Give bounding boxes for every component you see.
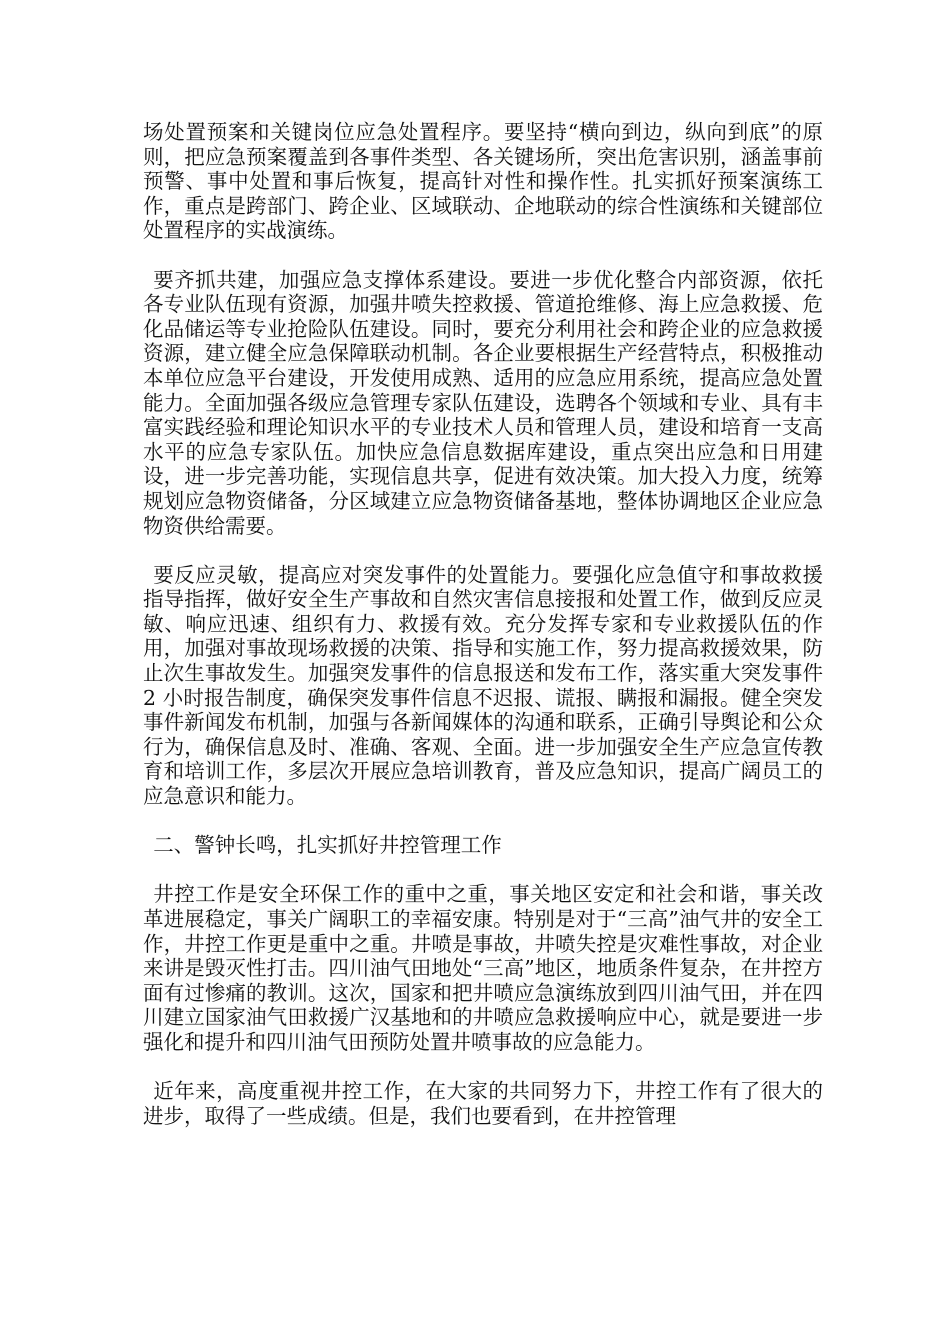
section-heading-well-control: 二、警钟长鸣，扎实抓好井控管理工作 [153,833,502,858]
paragraph-well-control-importance: 井控工作是安全环保工作的重中之重，事关地区安定和社会和谐，事关改革进展稳定，事关广阔职工的幸福安康。特别是对于“三高”油气井的安全工作，井控工作更是重中之重。井喷是事故，井喷失控是灾难性事故，对企业来讲是毁灭性打击。四川油气田地处“三高”地区，地质条件复杂，在井控方面有过惨痛的教训。这次，国家和把井喷应急演练放到四川油气田，并在四川建立国家油气田救援广汉基地和的井喷应急救援响应中心，就是要进一步强化和提升和四川油气田预防处置井喷事故的应急能力。 [143,882,823,1054]
paragraph-emergency-support-system: 要齐抓共建，加强应急支撑体系建设。要进一步优化整合内部资源，依托各专业队伍现有资源，加强井喷失控救援、管道抢维修、海上应急救援、危化品储运等专业抢险队伍建设。同时，要充分利用社会和跨企业的应急救援资源，建立健全应急保障联动机制。各企业要根据生产经营特点，积极推动本单位应急平台建设，开发使用成熟、适用的应急应用系统，提高应急处置能力。全面加强各级应急管理专家队伍建设，选聘各个领域和专业、具有丰富实践经验和理论知识水平的专业技术人员和管理人员，建设和培育一支高水平的应急专家队伍。加快应急信息数据库建设，重点突出应急和日用建设，进一步完善功能，实现信息共享，促进有效决策。加大投入力度，统筹规划应急物资储备，分区域建立应急物资储备基地，整体协调地区企业应急物资供给需要。 [143,267,823,538]
paragraph-emergency-response: 要反应灵敏，提高应对突发事件的处置能力。要强化应急值守和事故救援指导指挥，做好安全生产事故和自然灾害信息接报和处置工作，做到反应灵敏、响应迅速、组织有力、救援有效。充分发挥专家和专业救援队伍的作用，加强对事故现场救援的决策、指导和实施工作，努力提高救援效果，防止次生事故发生。加强突发事件的信息报送和发布工作，落实重大突发事件 2 小时报告制度，确保突发事件信息不迟报、谎报、瞒报和漏报。健全突发事件新闻发布机制，加强与各新闻媒体的沟通和联系，正确引导舆论和公众行为，确保信息及时、准确、客观、全面。进一步加强安全生产应急宣传教育和培训工作，多层次开展应急培训教育，普及应急知识，提高广阔员工的应急意识和能力。 [143,562,823,809]
paragraph-emergency-plans: 场处置预案和关键岗位应急处置程序。要坚持“横向到边，纵向到底”的原则，把应急预案覆盖到各事件类型、各关键场所，突出危害识别，涵盖事前预警、事中处置和事后恢复，提高针对性和操作性。扎实抓好预案演练工作，重点是跨部门、跨企业、区域联动、企地联动的综合性演练和关键部位处置程序的实战演练。 [143,120,823,243]
document-body [143,120,823,1153]
paragraph-recent-years: 近年来，高度重视井控工作，在大家的共同努力下，井控工作有了很大的进步，取得了一些成绩。但是，我们也要看到，在井控管理 [143,1079,823,1128]
